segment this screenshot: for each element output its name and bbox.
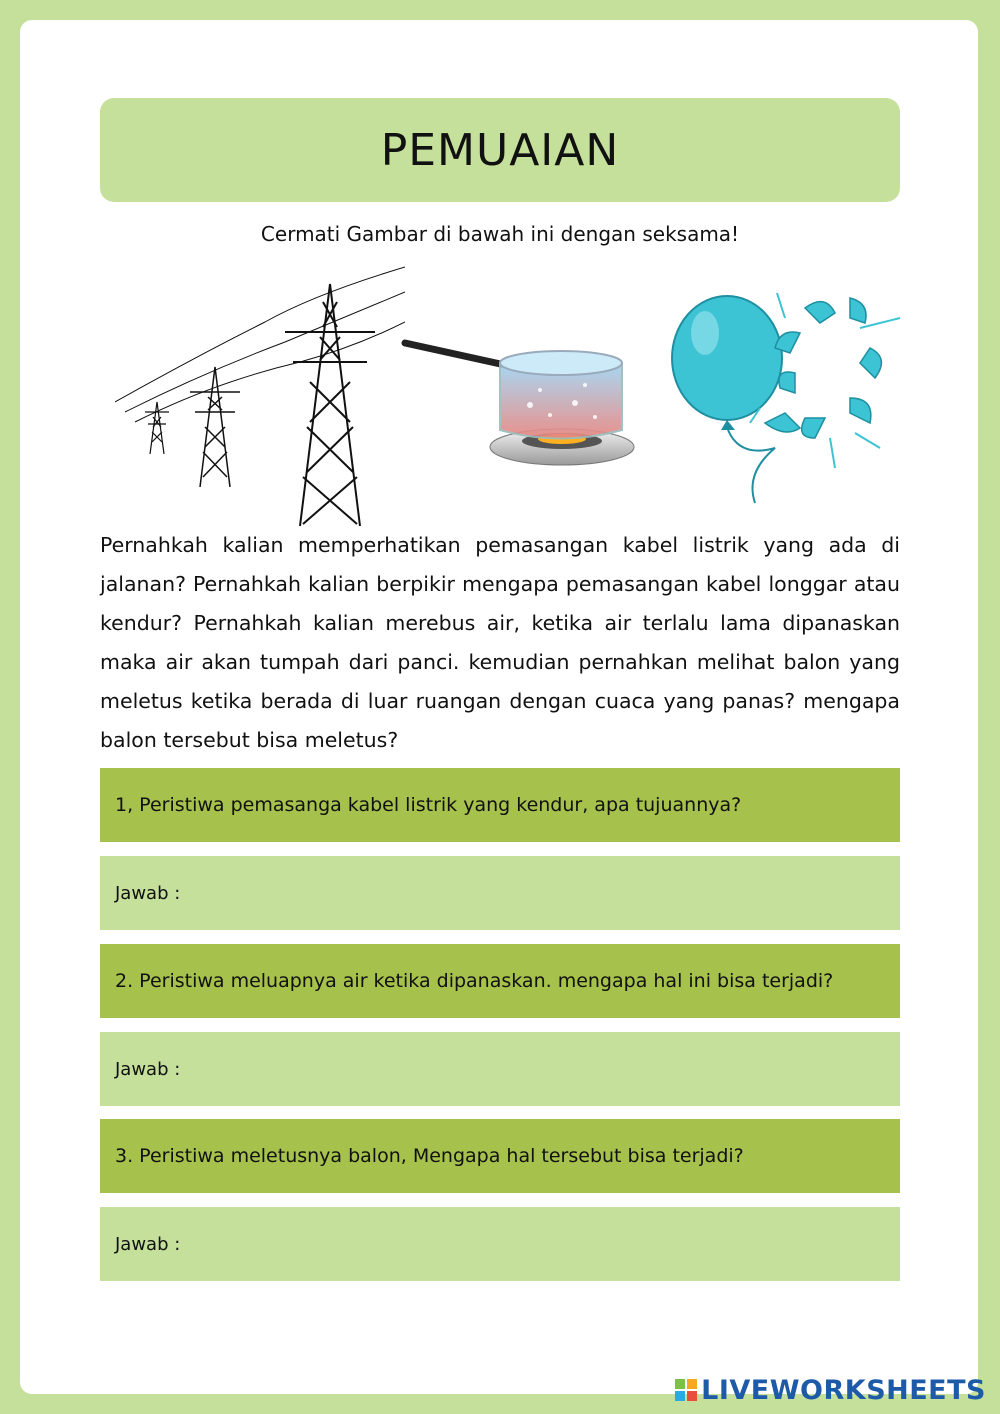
answer-field-2[interactable]: Jawab : [100,1032,900,1106]
question-2: 2. Peristiwa meluapnya air ketika dipanaskan. mengapa hal ini bisa terjadi? [100,944,900,1018]
power-towers-image [115,262,405,528]
liveworksheets-logo [675,1374,986,1406]
intro-paragraph: Pernahkah kalian memperhatikan pemasangan kabel listrik yang ada di jalanan? Pernahkah kalian berpikir mengapa pemasangan kabel longgar atau kendur? Pernahkah kalian merebus air, ketika air terlalu lama dipanaskan maka air akan tumpah dari panci. kemudian pernahkan melihat balon yang meletus ketika berada di luar ruangan dengan cuaca yang panas? mengapa balon tersebut bisa meletus? [100,533,900,752]
question-3: 3. Peristiwa meletusnya balon, Mengapa hal tersebut bisa terjadi? [100,1119,900,1193]
instruction-text: Cermati Gambar di bawah ini dengan seksama! [260,222,740,246]
page-title: PEMUAIAN [380,124,620,176]
question-1: 1, Peristiwa pemasanga kabel listrik yang kendur, apa tujuannya? [100,768,900,842]
logo-blocks-icon [675,1379,697,1401]
brand-name: LIVEWORKSHEETS [701,1374,986,1406]
answer-field-1[interactable]: Jawab : [100,856,900,930]
balloon-image [665,288,905,506]
boiling-pot-image [400,335,640,470]
answer-field-3[interactable]: Jawab : [100,1207,900,1281]
title-banner [100,98,900,202]
